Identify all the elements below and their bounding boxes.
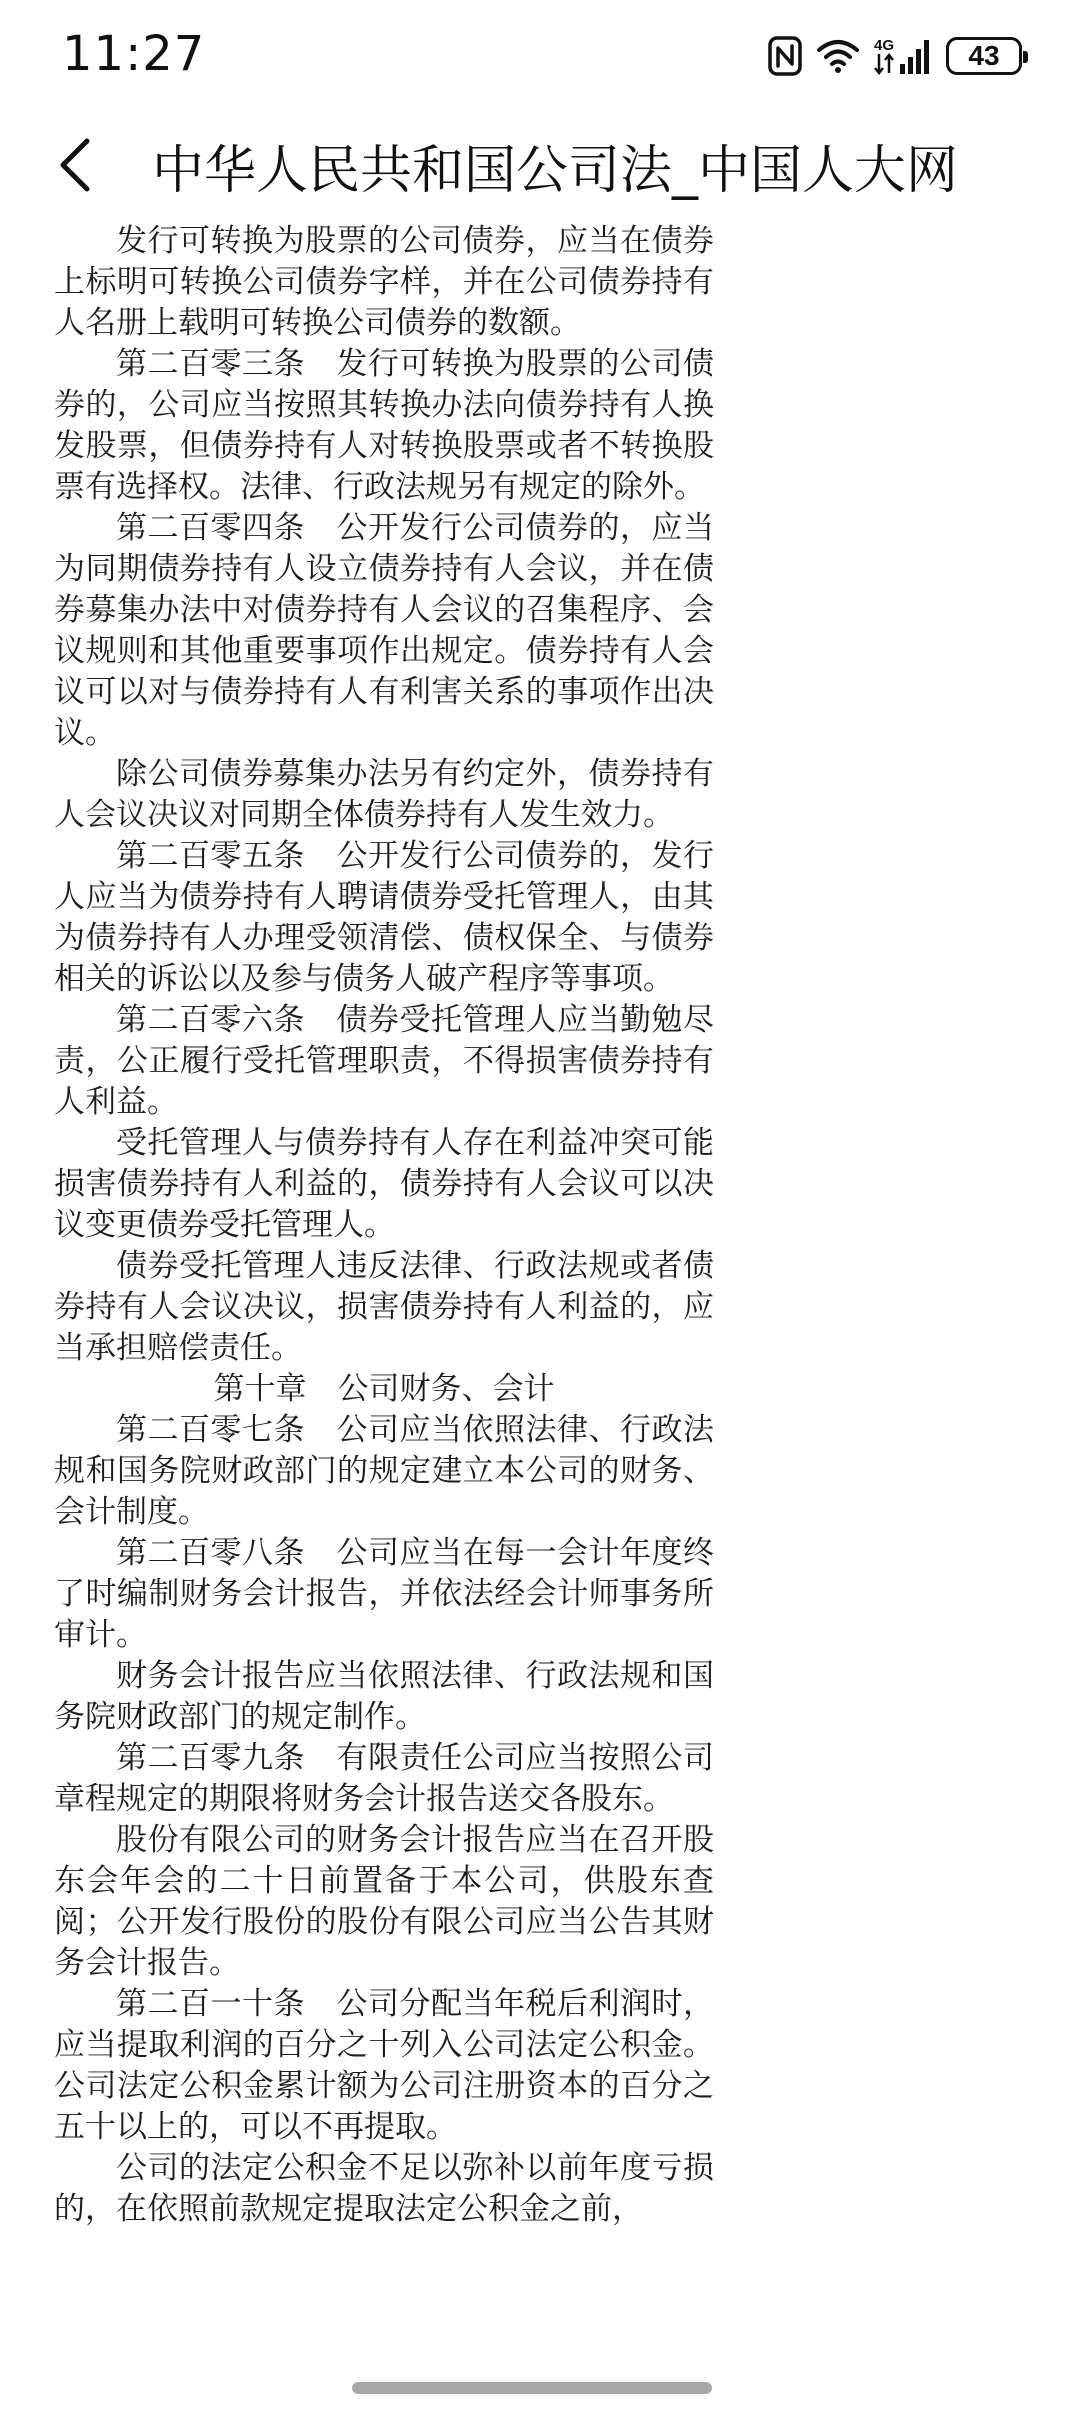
article-paragraph: 第二百零四条 公开发行公司债券的，应当为同期债券持有人设立债券持有人会议，并在债券募集办法中对债券持有人会议的召集程序、会议规则和其他重要事项作出规定。债券持有人会议可以对与债券持有人有利害关系的事项作出决议。 xyxy=(54,510,714,751)
home-indicator[interactable] xyxy=(352,2382,712,2394)
article-paragraph: 财务会计报告应当依照法律、行政法规和国务院财政部门的规定制作。 xyxy=(54,1658,714,1735)
page-title: 中华人民共和国公司法_中国人大网 xyxy=(152,141,959,201)
back-button[interactable] xyxy=(40,130,110,200)
article-paragraph: 第二百零九条 有限责任公司应当按照公司章程规定的期限将财务会计报告送交各股东。 xyxy=(54,1740,714,1817)
article-body xyxy=(54,180,714,2230)
article-paragraph: 股份有限公司的财务会计报告应当在召开股东会年会的二十日前置备于本公司，供股东查阅；公开发行股份的股份有限公司应当公告其财务会计报告。 xyxy=(54,1822,714,1981)
battery-level: 43 xyxy=(968,40,1000,71)
article-paragraph: 除公司债券募集办法另有约定外，债券持有人会议决议对同期全体债券持有人发生效力。 xyxy=(54,756,714,833)
article-paragraph: 第二百零五条 公开发行公司债券的，发行人应当为债券持有人聘请债券受托管理人，由其为债券持有人办理受领清偿、债权保全、与债券相关的诉讼以及参与债务人破产程序等事项。 xyxy=(54,838,714,997)
status-icons xyxy=(768,34,1022,78)
article-paragraph: 第二百零三条 发行可转换为股票的公司债券的，公司应当按照其转换办法向债券持有人换发股票，但债券持有人对转换股票或者不转换股票有选择权。法律、行政法规另有规定的除外。 xyxy=(54,346,714,505)
article-paragraph: 第二百零七条 公司应当依照法律、行政法规和国务院财政部门的规定建立本公司的财务、会计制度。 xyxy=(54,1412,714,1530)
article-paragraph: 债券受托管理人违反法律、行政法规或者债券持有人会议决议，损害债券持有人利益的，应当承担赔偿责任。 xyxy=(54,1248,714,1366)
nfc-icon xyxy=(768,36,802,76)
status-bar xyxy=(0,0,1084,110)
wifi-icon xyxy=(816,38,860,74)
article-paragraph: 公司的法定公积金不足以弥补以前年度亏损的，在依照前款规定提取法定公积金之前， xyxy=(54,2150,714,2227)
battery-icon xyxy=(946,37,1022,75)
app-header xyxy=(0,110,1084,220)
article-paragraph: 第二百一十条 公司分配当年税后利润时，应当提取利润的百分之十列入公司法定公积金。公司法定公积金累计额为公司注册资本的百分之五十以上的，可以不再提取。 xyxy=(54,1986,714,2145)
chapter-heading: 第十章 公司财务、会计 xyxy=(213,1371,555,1407)
network-type-label: 4G xyxy=(874,37,895,54)
status-time: 11:27 xyxy=(62,26,206,82)
article-content[interactable] xyxy=(0,220,1084,2412)
article-paragraph: 发行可转换为股票的公司债券，应当在债券上标明可转换公司债券字样，并在公司债券持有人名册上载明可转换公司债券的数额。 xyxy=(54,223,714,341)
article-paragraph: 受托管理人与债券持有人存在利益冲突可能损害债券持有人利益的，债券持有人会议可以决议变更债券受托管理人。 xyxy=(54,1125,714,1243)
article-paragraph: 第二百零六条 债券受托管理人应当勤勉尽责，公正履行受托管理职责，不得损害债券持有人利益。 xyxy=(54,1002,714,1120)
cellular-signal-icon xyxy=(874,36,932,76)
back-arrow-icon xyxy=(55,137,95,193)
article-paragraph: 第二百零八条 公司应当在每一会计年度终了时编制财务会计报告，并依法经会计师事务所审计。 xyxy=(54,1535,714,1653)
